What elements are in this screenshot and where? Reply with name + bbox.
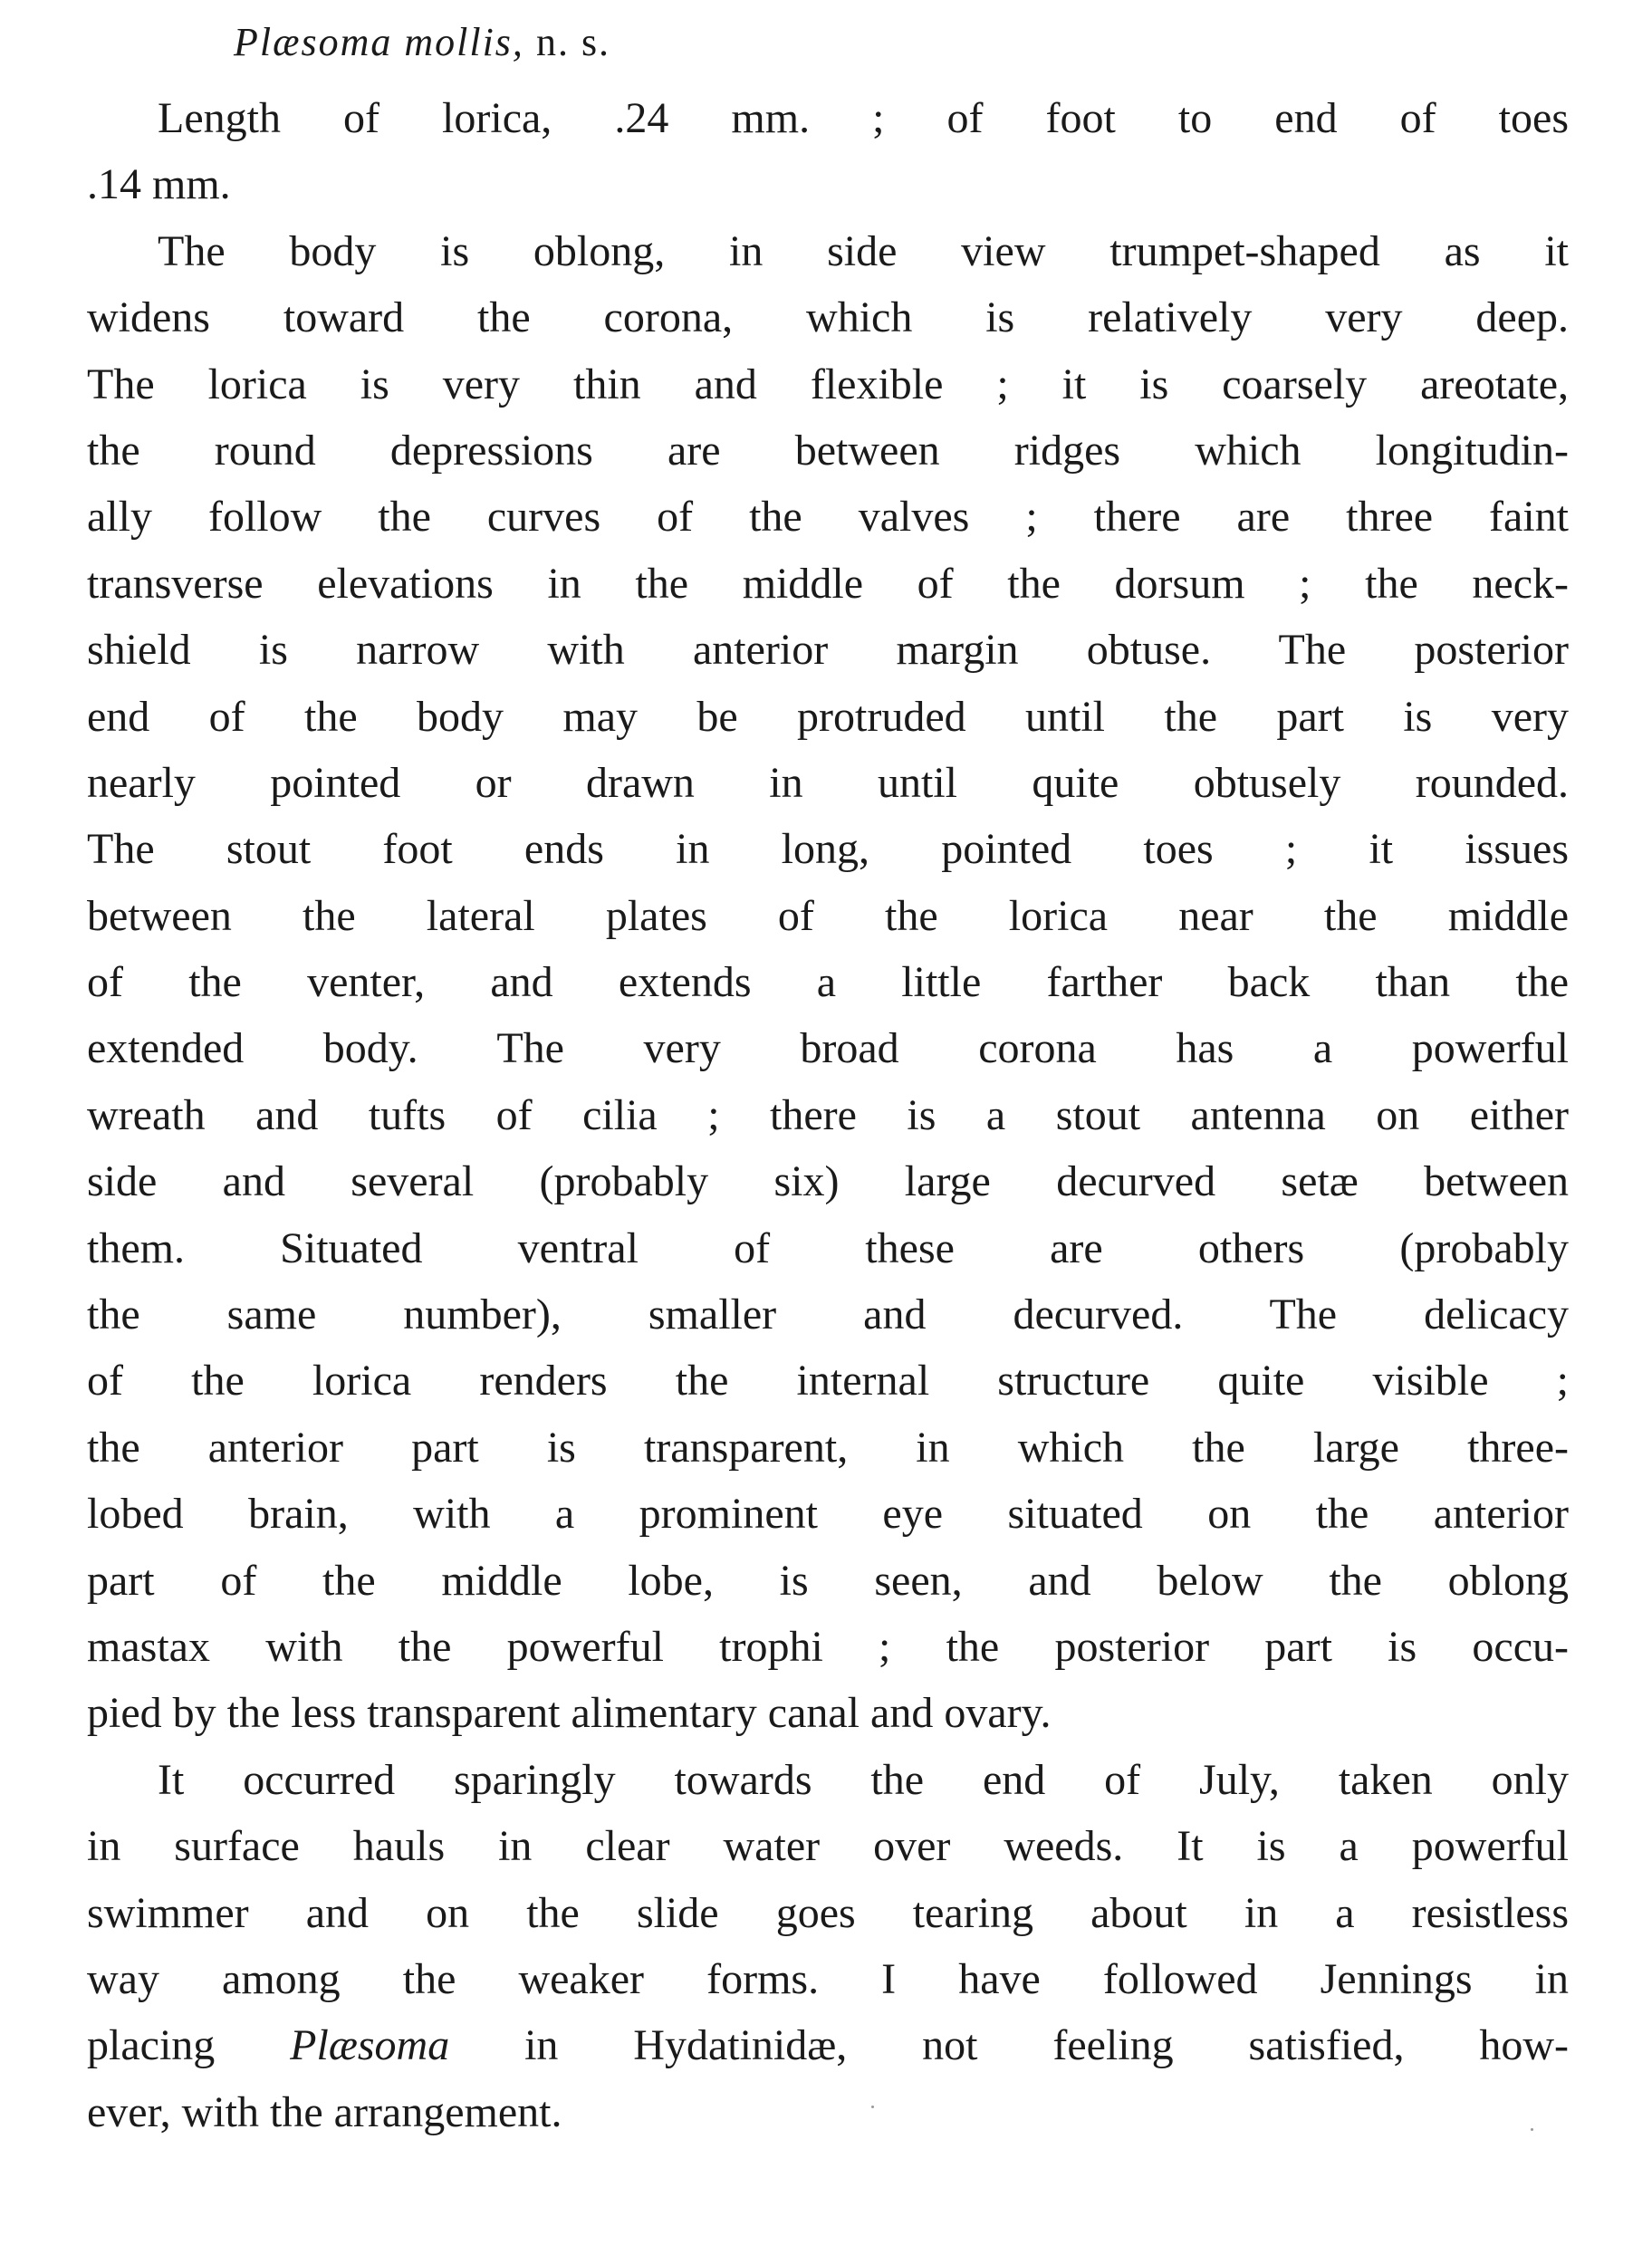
text-line: Length of lorica, .24 mm. ; of foot to end of toes [158,94,1569,142]
text-line: them. Situated ventral of these are others (probably [87,1223,1569,1272]
genus-name: Plæsoma [234,20,393,64]
text-line: .14 mm. [87,160,231,209]
text-line: between the lateral plates of the lorica near the middle [87,891,1569,940]
text-line: the round depressions are between ridges which longitudin- [87,426,1569,475]
text-line: The stout foot ends in long, pointed toes ; it issues [87,825,1569,874]
genus-name: Plæsoma [290,2021,450,2070]
print-speck [1531,2128,1533,2131]
text-line: ally follow the curves of the valves ; there are three faint [87,493,1569,542]
species-heading [234,13,610,72]
print-speck [871,2106,874,2108]
description-body [87,85,1569,2145]
text-line: It occurred sparingly towards the end of July, taken only [158,1755,1569,1804]
text-line: mastax with the powerful trophi ; the posterior part is occu- [87,1622,1569,1671]
text-line: the anterior part is transparent, in which the large three- [87,1423,1569,1472]
text-line: end of the body may be protruded until the part is very [87,692,1569,741]
new-species-marker: n. s. [535,20,611,64]
text-line: of the venter, and extends a little farther back than the [87,958,1569,1007]
text-line: part of the middle lobe, is seen, and below the oblong [87,1556,1569,1605]
text-line: of the lorica renders the internal structure quite visible ; [87,1357,1569,1405]
text-line: transverse elevations in the middle of the dorsum ; the neck- [87,559,1569,608]
text-line: widens toward the corona, which is relatively very deep. [87,293,1569,342]
text-line: in surface hauls in clear water over weeds. It is a powerful [87,1822,1569,1871]
text-line: The lorica is very thin and flexible ; it is coarsely areotate, [87,360,1569,408]
text-line: extended body. The very broad corona has a powerful [87,1024,1569,1073]
text-line: ever, with the arrangement. [87,2087,562,2136]
text-line: pied by the less transparent alimentary canal and ovary. [87,1689,1052,1738]
text-line: way among the weaker forms. I have followed Jennings in [87,1954,1569,2003]
text-line: lobed brain, with a prominent eye situated on the anterior [87,1490,1569,1539]
text-line: wreath and tufts of cilia ; there is a stout antenna on either [87,1090,1569,1139]
text-line: placing Plæsoma in Hydatinidæ, not feeling satisfied, how- [87,2021,1569,2070]
text-line: the same number), smaller and decurved. The delicacy [87,1290,1569,1339]
text-line: nearly pointed or drawn in until quite obtusely rounded. [87,758,1569,807]
species-name: mollis, [404,20,524,64]
text-line: swimmer and on the slide goes tearing about in a resistless [87,1888,1569,1937]
text-line: shield is narrow with anterior margin obtuse. The posterior [87,626,1569,675]
text-line: The body is oblong, in side view trumpet-shaped as it [158,226,1569,275]
text-line: side and several (probably six) large decurved setæ between [87,1157,1569,1206]
